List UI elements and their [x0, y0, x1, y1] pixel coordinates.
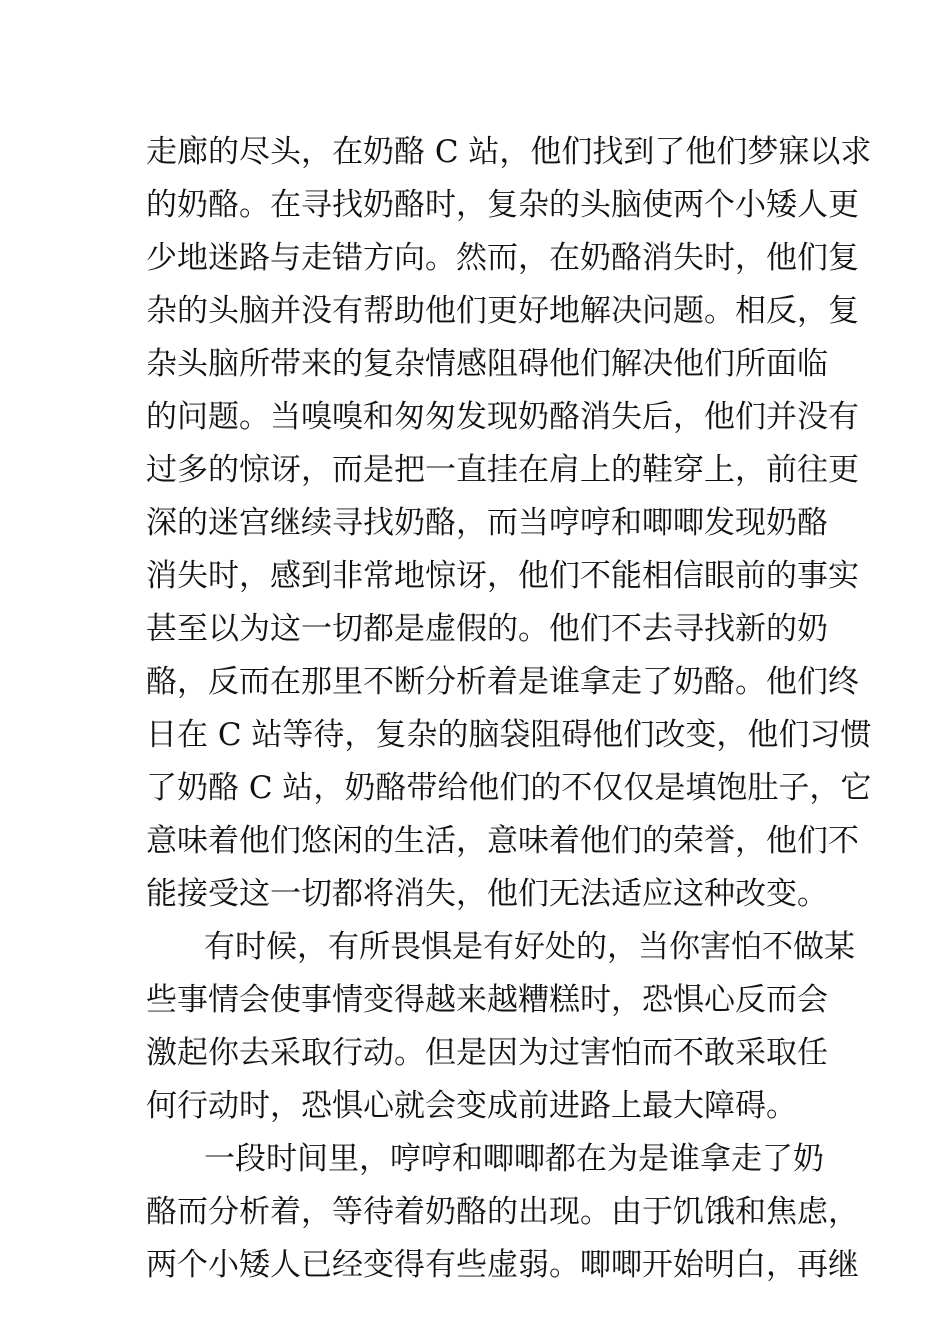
paragraph	[146, 126, 872, 921]
text-line: 杂头脑所带来的复杂情感阻碍他们解决他们所面临	[146, 346, 828, 382]
text-line: 有时候，有所畏惧是有好处的，当你害怕不做某	[204, 929, 855, 965]
text-line: 酪，反而在那里不断分析着是谁拿走了奶酪。他们终	[146, 664, 859, 700]
text-line: 些事情会使事情变得越来越糟糕时，恐惧心反而会	[146, 982, 828, 1018]
text-line: 少地迷路与走错方向。然而，在奶酪消失时，他们复	[146, 240, 859, 276]
text-line: 能接受这一切都将消失，他们无法适应这种改变。	[146, 876, 828, 912]
text-line: 杂的头脑并没有帮助他们更好地解决问题。相反，复	[146, 293, 859, 329]
text-line: 消失时，感到非常地惊讶，他们不能相信眼前的事实	[146, 558, 859, 594]
text-line: 的问题。当嗅嗅和匆匆发现奶酪消失后，他们并没有	[146, 399, 859, 435]
text-line: 意味着他们悠闲的生活，意味着他们的荣誉，他们不	[146, 823, 859, 859]
text-line: 酪而分析着，等待着奶酪的出现。由于饥饿和焦虑，	[146, 1194, 859, 1230]
paragraph	[146, 1133, 859, 1292]
text-line: 激起你去采取行动。但是因为过害怕而不敢采取任	[146, 1035, 828, 1071]
body-text	[146, 126, 872, 1292]
text-line: 两个小矮人已经变得有些虚弱。唧唧开始明白，再继	[146, 1247, 859, 1283]
text-line: 甚至以为这一切都是虚假的。他们不去寻找新的奶	[146, 611, 828, 647]
text-line: 过多的惊讶，而是把一直挂在肩上的鞋穿上，前往更	[146, 452, 859, 488]
paragraph	[146, 921, 855, 1133]
text-line: 深的迷宫继续寻找奶酪，而当哼哼和唧唧发现奶酪	[146, 505, 828, 541]
text-line: 一段时间里，哼哼和唧唧都在为是谁拿走了奶	[204, 1141, 824, 1177]
text-line: 的奶酪。在寻找奶酪时，复杂的头脑使两个小矮人更	[146, 187, 859, 223]
text-line: 日在 C 站等待，复杂的脑袋阻碍他们改变，他们习惯	[146, 717, 872, 753]
text-line: 何行动时，恐惧心就会变成前进路上最大障碍。	[146, 1088, 797, 1124]
text-line: 走廊的尽头，在奶酪 C 站，他们找到了他们梦寐以求	[146, 134, 872, 170]
text-line: 了奶酪 C 站，奶酪带给他们的不仅仅是填饱肚子，它	[146, 770, 872, 806]
